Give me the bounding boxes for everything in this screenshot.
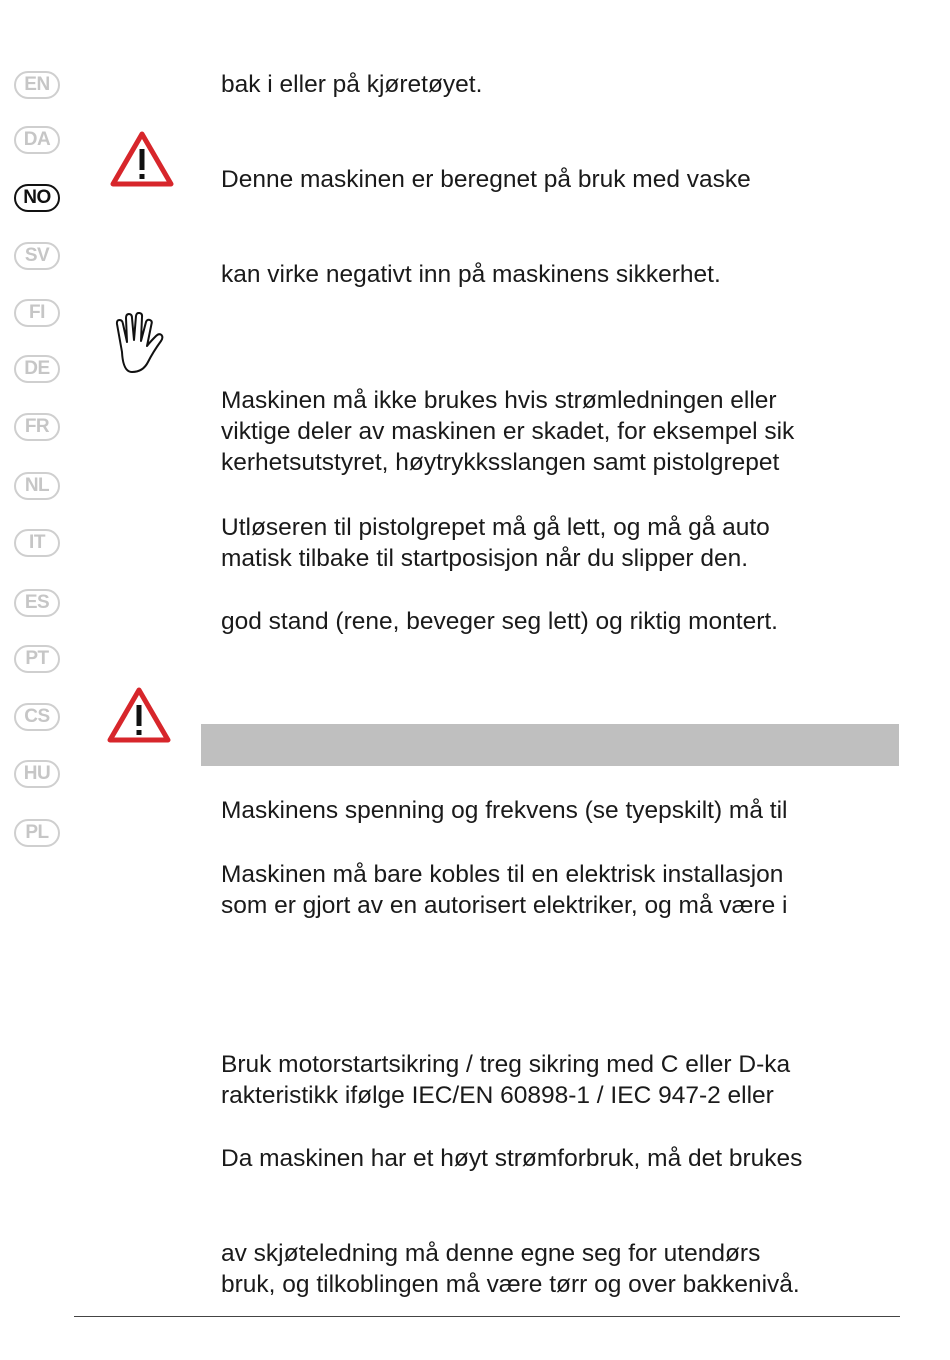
footer-rule bbox=[74, 1316, 900, 1317]
lang-badge-da[interactable]: DA bbox=[14, 126, 60, 154]
paragraph-3: kan virke negativt inn på maskinens sikkerhet. bbox=[221, 261, 721, 288]
lang-badge-nl[interactable]: NL bbox=[14, 472, 60, 500]
lang-badge-pt[interactable]: PT bbox=[14, 645, 60, 673]
paragraph-4: Maskinen må ikke brukes hvis strømledningen eller viktige deler av maskinen er skadet, for eksempel sik kerhetsutstyret, høytrykksslangen samt pistolgrepet bbox=[221, 387, 795, 476]
paragraph-5: Utløseren til pistolgrepet må gå lett, og må gå auto matisk tilbake til startposisjon når du slipper den. bbox=[221, 514, 770, 572]
warning-triangle-icon bbox=[106, 686, 172, 744]
lang-badge-pl[interactable]: PL bbox=[14, 819, 60, 847]
paragraph-6: god stand (rene, beveger seg lett) og riktig montert. bbox=[221, 608, 778, 635]
warning-triangle-icon bbox=[109, 130, 175, 188]
section-heading-bar bbox=[201, 724, 899, 766]
paragraph-2: Denne maskinen er beregnet på bruk med vaske bbox=[221, 166, 751, 193]
lang-badge-sv[interactable]: SV bbox=[14, 242, 60, 270]
lang-badge-fr[interactable]: FR bbox=[14, 413, 60, 441]
lang-badge-de[interactable]: DE bbox=[14, 355, 60, 383]
paragraph-1: bak i eller på kjøretøyet. bbox=[221, 71, 483, 98]
lang-badge-es[interactable]: ES bbox=[14, 589, 60, 617]
paragraph-9: Bruk motorstartsikring / treg sikring med C eller D-ka rakteristikk ifølge IEC/EN 60898-1 / IEC 947-2 eller bbox=[221, 1051, 791, 1109]
paragraph-7: Maskinens spenning og frekvens (se tyepskilt) må til bbox=[221, 797, 788, 824]
paragraph-11: av skjøteledning må denne egne seg for utendørs bruk, og tilkoblingen må være tørr og over bakkenivå. bbox=[221, 1240, 800, 1298]
lang-badge-it[interactable]: IT bbox=[14, 529, 60, 557]
lang-badge-no[interactable]: NO bbox=[14, 184, 60, 212]
lang-badge-fi[interactable]: FI bbox=[14, 299, 60, 327]
lang-badge-cs[interactable]: CS bbox=[14, 703, 60, 731]
paragraph-10: Da maskinen har et høyt strømforbruk, må det brukes bbox=[221, 1145, 803, 1172]
paragraph-8: Maskinen må bare kobles til en elektrisk installasjon som er gjort av en autorisert elektriker, og må være i bbox=[221, 861, 788, 919]
lang-badge-hu[interactable]: HU bbox=[14, 760, 60, 788]
hand-stop-icon bbox=[106, 312, 168, 376]
lang-badge-en[interactable]: EN bbox=[14, 71, 60, 99]
